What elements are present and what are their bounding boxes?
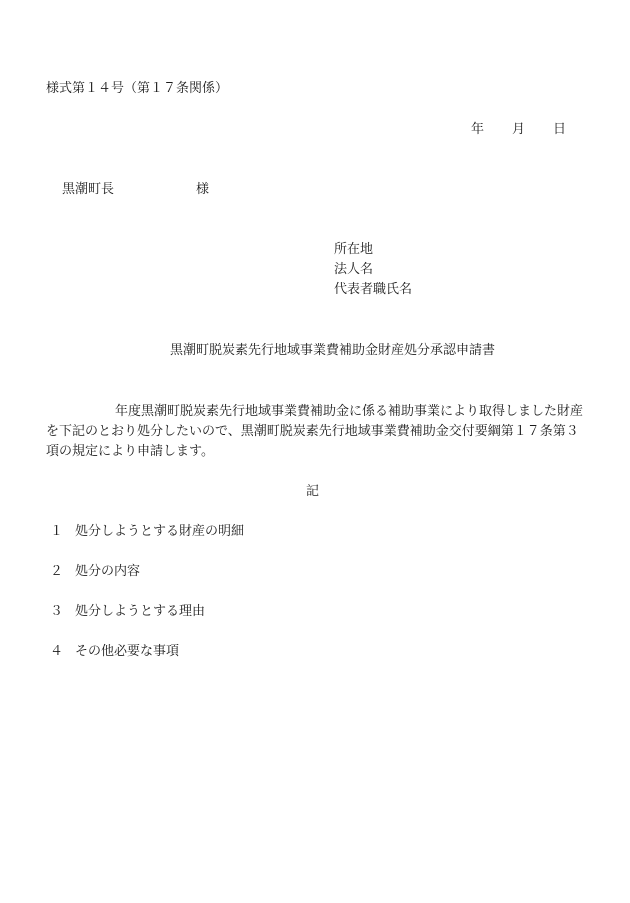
list-item-number: １: [50, 524, 64, 539]
applicant-corp-name-label: 法人名: [334, 262, 374, 277]
list-item-number: ４: [50, 644, 64, 659]
list-item: [50, 565, 140, 578]
list-item: [50, 645, 179, 658]
list-item-number: ２: [50, 564, 64, 579]
applicant-address-label: 所在地: [334, 242, 374, 257]
ki-heading: 記: [306, 484, 320, 499]
addressee-town-head: 黒潮町長: [62, 182, 115, 197]
list-item-label: 処分しようとする財産の明細: [75, 524, 245, 539]
addressee-honorific: 様: [196, 182, 210, 197]
list-item: [50, 525, 244, 538]
addressee: [62, 183, 209, 196]
applicant-representative-label: 代表者職氏名: [334, 282, 413, 297]
date-line: [471, 123, 566, 136]
applicant-block: [334, 243, 412, 303]
date-year-label: 年: [471, 122, 485, 137]
document-title: 黒潮町脱炭素先行地域事業費補助金財産処分承認申請書: [170, 343, 496, 358]
list-item-label: 処分しようとする理由: [75, 604, 206, 619]
date-day-label: 日: [553, 122, 567, 137]
list-item: [50, 605, 205, 618]
list-item-label: その他必要な事項: [75, 644, 180, 659]
form-number: 様式第１４号（第１７条関係）: [46, 81, 229, 96]
list-item-number: ３: [50, 604, 64, 619]
body-paragraph: [46, 402, 586, 462]
date-month-label: 月: [512, 122, 526, 137]
list-item-label: 処分の内容: [75, 564, 141, 579]
body-text: 年度黒潮町脱炭素先行地域事業費補助金に係る補助事業により取得しました財産を下記のとおり処分したいので、黒潮町脱炭素先行地域事業費補助金交付要綱第１７条第３項の規定により申請します。: [46, 404, 584, 459]
